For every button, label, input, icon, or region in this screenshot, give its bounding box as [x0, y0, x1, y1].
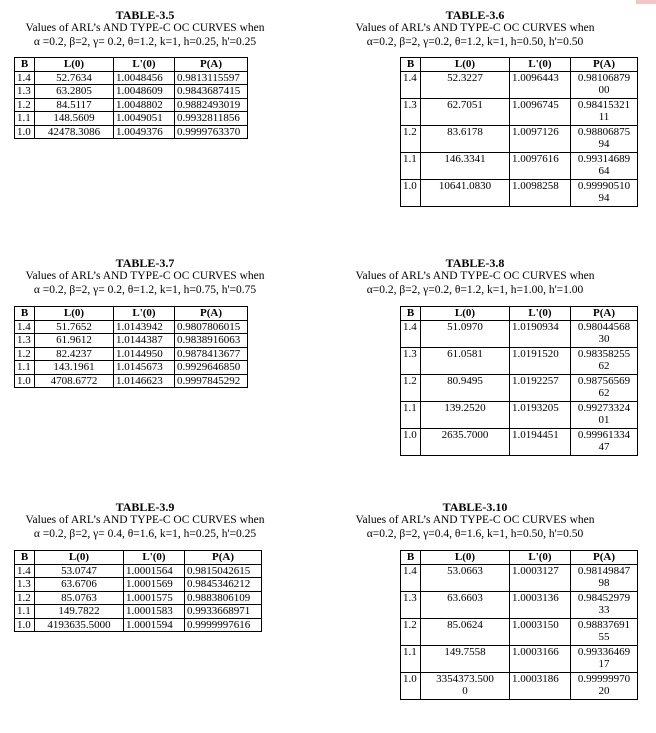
cell-l0: 63.2805	[35, 85, 114, 99]
table-header-row	[401, 551, 638, 565]
l0-line1: 63.6603	[447, 591, 483, 604]
pa-line1: 0.99314689	[577, 152, 631, 165]
table-row	[401, 347, 638, 374]
cell-b: 1.4	[15, 71, 35, 85]
cell-b: 1.0	[15, 125, 35, 139]
cell-lprime0: 1.0194451	[510, 428, 571, 455]
cell-l0	[421, 564, 510, 591]
table-row	[401, 320, 638, 347]
table-row	[15, 334, 248, 348]
col-header-lprime0: L'(0)	[124, 551, 185, 565]
col-header-b: B	[15, 307, 35, 321]
pa-line1: 0.98044568	[577, 320, 631, 333]
col-header-l0: L(0)	[35, 307, 114, 321]
col-header-b: B	[15, 551, 35, 565]
cell-b: 1.0	[15, 618, 35, 632]
cell-pa: 0.9933668971	[185, 605, 262, 619]
table-row	[401, 98, 638, 125]
cell-l0: 53.0747	[35, 564, 124, 578]
cell-b: 1.4	[15, 320, 35, 334]
cell-pa	[571, 179, 638, 206]
cell-pa	[571, 672, 638, 699]
cell-pa	[571, 125, 638, 152]
col-header-l0: L(0)	[35, 58, 114, 72]
pa-line2: 47	[598, 441, 610, 453]
cell-l0: 52.7634	[35, 71, 114, 85]
col-header-l0: L(0)	[421, 307, 510, 321]
table-row	[401, 591, 638, 618]
table-caption-line2: α =0.2, β=2, γ= 0.4, θ=1.6, k=1, h=0.25, h'=0.25	[33, 527, 257, 540]
table-header-row	[15, 307, 248, 321]
cell-lprime0: 1.0049051	[114, 112, 175, 126]
cell-pa: 0.9815042615	[185, 564, 262, 578]
table-row	[401, 564, 638, 591]
cell-l0: 4193635.5000	[35, 618, 124, 632]
cell-b: 1.2	[401, 618, 421, 645]
l0-line1: 53.0663	[447, 564, 483, 577]
cell-b: 1.0	[15, 374, 35, 388]
cell-l0: 83.6178	[421, 125, 510, 152]
cell-pa: 0.9997845292	[175, 374, 248, 388]
cell-l0: 143.1961	[35, 361, 114, 375]
cell-l0: 10641.0830	[421, 179, 510, 206]
cell-lprime0: 1.0191520	[510, 347, 571, 374]
cell-lprime0: 1.0145673	[114, 361, 175, 375]
table-caption-line2: α =0.2, β=2, γ= 0.2, θ=1.2, k=1, h=0.75, h'=0.75	[33, 283, 257, 296]
col-header-pa: P(A)	[571, 58, 638, 72]
cell-lprime0: 1.0003127	[510, 564, 571, 591]
table-title: TABLE-3.8	[445, 256, 505, 270]
cell-b: 1.1	[15, 361, 35, 375]
table-row	[15, 591, 262, 605]
cell-b: 1.4	[401, 71, 421, 98]
table-title: TABLE-3.6	[445, 8, 505, 22]
cell-l0: 42478.3086	[35, 125, 114, 139]
cell-l0: 84.5117	[35, 98, 114, 112]
table-row	[15, 564, 262, 578]
table-caption-line1: Values of ARL’s AND TYPE-C OC CURVES when	[25, 270, 265, 282]
cell-l0	[421, 645, 510, 672]
pa-line2: 94	[598, 138, 610, 150]
cell-lprime0: 1.0193205	[510, 401, 571, 428]
table-row	[15, 98, 248, 112]
cell-lprime0: 1.0001583	[124, 605, 185, 619]
col-header-lprime0: L'(0)	[114, 58, 175, 72]
col-header-b: B	[15, 58, 35, 72]
cell-b: 1.2	[15, 98, 35, 112]
cell-l0: 139.2520	[421, 401, 510, 428]
cell-pa	[571, 591, 638, 618]
table-row	[401, 152, 638, 179]
pa-line2: 62	[598, 360, 610, 372]
cell-pa: 0.9813115597	[175, 71, 248, 85]
table-3-6-caption	[340, 8, 610, 49]
table-caption-line2: α=0.2, β=2, γ=0.2, θ=1.2, k=1, h=0.50, h'=0.50	[366, 35, 584, 48]
cell-lprime0: 1.0001575	[124, 591, 185, 605]
cell-pa: 0.9999997616	[185, 618, 262, 632]
table-title: TABLE-3.5	[115, 8, 175, 22]
pa-line2: 64	[598, 165, 610, 177]
cell-pa: 0.9929646850	[175, 361, 248, 375]
table-title: TABLE-3.7	[115, 256, 175, 270]
cell-pa: 0.9999763370	[175, 125, 248, 139]
pa-line1: 0.99961334	[577, 428, 631, 441]
cell-lprime0: 1.0146623	[114, 374, 175, 388]
cell-b: 1.2	[401, 374, 421, 401]
table-row	[15, 605, 262, 619]
cell-l0: 51.7652	[35, 320, 114, 334]
l0-line1: 3354373.500	[436, 672, 494, 685]
cell-b: 1.4	[401, 320, 421, 347]
cell-l0	[421, 672, 510, 699]
cell-l0	[421, 618, 510, 645]
table-3-8	[400, 306, 638, 456]
cell-l0: 61.0581	[421, 347, 510, 374]
cell-pa: 0.9932811856	[175, 112, 248, 126]
pa-line2: 11	[598, 111, 610, 123]
cell-b: 1.3	[15, 85, 35, 99]
table-row	[401, 71, 638, 98]
cell-lprime0: 1.0143942	[114, 320, 175, 334]
table-row	[15, 71, 248, 85]
pa-line2: 20	[598, 685, 610, 697]
table-caption-line2: α=0.2, β=2, γ=0.2, θ=1.2, k=1, h=1.00, h'=1.00	[366, 283, 584, 296]
table-3-10-caption	[340, 500, 610, 541]
cell-lprime0: 1.0190934	[510, 320, 571, 347]
col-header-pa: P(A)	[571, 307, 638, 321]
cell-lprime0: 1.0001594	[124, 618, 185, 632]
col-header-b: B	[401, 551, 421, 565]
cell-l0: 82.4237	[35, 347, 114, 361]
cell-b: 1.1	[401, 152, 421, 179]
table-caption-line1: Values of ARL’s AND TYPE-C OC CURVES when	[355, 22, 595, 34]
col-header-pa: P(A)	[175, 307, 248, 321]
pa-line2: 55	[598, 631, 610, 643]
table-row	[401, 179, 638, 206]
cell-l0: 52.3227	[421, 71, 510, 98]
col-header-pa: P(A)	[185, 551, 262, 565]
cell-pa: 0.9807806015	[175, 320, 248, 334]
table-3-6	[400, 57, 638, 207]
table-3-7-caption	[10, 256, 280, 297]
pa-line1: 0.99990510	[577, 179, 631, 192]
pa-line1: 0.99273324	[577, 401, 631, 414]
table-row	[401, 401, 638, 428]
cell-pa: 0.9882493019	[175, 98, 248, 112]
cell-pa	[571, 71, 638, 98]
cell-lprime0: 1.0097126	[510, 125, 571, 152]
cell-b: 1.3	[401, 98, 421, 125]
table-row	[401, 428, 638, 455]
table-row	[401, 374, 638, 401]
table-header-row	[401, 307, 638, 321]
table-title: TABLE-3.10	[442, 500, 508, 514]
table-row	[15, 85, 248, 99]
cell-lprime0: 1.0048802	[114, 98, 175, 112]
cell-b: 1.3	[15, 334, 35, 348]
cell-b: 1.2	[401, 125, 421, 152]
l0-line1: 149.7558	[444, 645, 486, 658]
cell-pa	[571, 564, 638, 591]
cell-lprime0: 1.0001569	[124, 578, 185, 592]
cell-pa	[571, 152, 638, 179]
table-row	[15, 112, 248, 126]
table-caption-line1: Values of ARL’s AND TYPE-C OC CURVES when	[355, 514, 595, 526]
col-header-b: B	[401, 58, 421, 72]
table-row	[401, 672, 638, 699]
pa-line1: 0.99999970	[577, 672, 631, 685]
pa-line1: 0.98806875	[577, 125, 631, 138]
col-header-l0: L(0)	[421, 551, 510, 565]
cell-b: 1.4	[15, 564, 35, 578]
cell-pa: 0.9845346212	[185, 578, 262, 592]
cell-l0	[421, 591, 510, 618]
pa-line1: 0.98106879	[577, 71, 631, 84]
table-3-10	[400, 550, 638, 700]
cell-b: 1.3	[401, 591, 421, 618]
pa-line1: 0.98837691	[577, 618, 631, 631]
cell-b: 1.0	[401, 428, 421, 455]
pa-line2: 30	[598, 333, 610, 345]
cell-b: 1.3	[401, 347, 421, 374]
pa-line1: 0.98756569	[577, 374, 631, 387]
cell-pa: 0.9843687415	[175, 85, 248, 99]
red-edge-mark	[636, 0, 656, 4]
cell-lprime0: 1.0096443	[510, 71, 571, 98]
table-row	[15, 578, 262, 592]
pa-line1: 0.98358255	[577, 347, 631, 360]
cell-l0: 51.0970	[421, 320, 510, 347]
table-row	[15, 347, 248, 361]
pa-line2: 98	[598, 577, 610, 589]
cell-lprime0: 1.0048456	[114, 71, 175, 85]
cell-b: 1.0	[401, 672, 421, 699]
col-header-l0: L(0)	[421, 58, 510, 72]
cell-b: 1.0	[401, 179, 421, 206]
table-row	[401, 618, 638, 645]
cell-b: 1.3	[15, 578, 35, 592]
table-row	[15, 320, 248, 334]
cell-pa	[571, 320, 638, 347]
cell-b: 1.1	[401, 645, 421, 672]
l0-line1: 85.0624	[447, 618, 483, 631]
cell-l0: 2635.7000	[421, 428, 510, 455]
table-title: TABLE-3.9	[115, 500, 175, 514]
cell-lprime0: 1.0144387	[114, 334, 175, 348]
cell-lprime0: 1.0192257	[510, 374, 571, 401]
col-header-b: B	[401, 307, 421, 321]
cell-l0: 62.7051	[421, 98, 510, 125]
col-header-l0: L(0)	[35, 551, 124, 565]
pa-line1: 0.98149847	[577, 564, 631, 577]
table-caption-line2: α=0.2, β=2, γ=0.4, θ=1.6, k=1, h=0.50, h'=0.50	[366, 527, 584, 540]
col-header-lprime0: L'(0)	[510, 551, 571, 565]
table-row	[401, 645, 638, 672]
cell-l0: 4708.6772	[35, 374, 114, 388]
cell-lprime0: 1.0049376	[114, 125, 175, 139]
pa-line1: 0.99336469	[577, 645, 631, 658]
table-row	[15, 361, 248, 375]
table-3-5-caption	[10, 8, 280, 49]
table-row	[15, 618, 262, 632]
cell-pa	[571, 347, 638, 374]
cell-b: 1.1	[401, 401, 421, 428]
cell-lprime0: 1.0048609	[114, 85, 175, 99]
cell-l0: 85.0763	[35, 591, 124, 605]
table-3-9	[14, 550, 262, 632]
col-header-pa: P(A)	[571, 551, 638, 565]
table-row	[15, 374, 248, 388]
table-3-8-caption	[340, 256, 610, 297]
l0-line2: 0	[462, 685, 468, 697]
cell-pa	[571, 428, 638, 455]
cell-b: 1.1	[15, 112, 35, 126]
pa-line2: 33	[598, 604, 610, 616]
cell-l0: 80.9495	[421, 374, 510, 401]
cell-pa: 0.9878413677	[175, 347, 248, 361]
pa-line1: 0.98452979	[577, 591, 631, 604]
col-header-lprime0: L'(0)	[510, 58, 571, 72]
cell-lprime0: 1.0003150	[510, 618, 571, 645]
cell-lprime0: 1.0003166	[510, 645, 571, 672]
cell-pa	[571, 618, 638, 645]
cell-l0: 148.5609	[35, 112, 114, 126]
pa-line2: 62	[598, 387, 610, 399]
table-caption-line1: Values of ARL’s AND TYPE-C OC CURVES when	[25, 22, 265, 34]
cell-lprime0: 1.0097616	[510, 152, 571, 179]
cell-pa: 0.9883806109	[185, 591, 262, 605]
cell-b: 1.4	[401, 564, 421, 591]
table-row	[15, 125, 248, 139]
table-header-row	[401, 58, 638, 72]
cell-pa	[571, 374, 638, 401]
pa-line2: 01	[598, 414, 610, 426]
table-3-5	[14, 57, 248, 139]
cell-pa: 0.9838916063	[175, 334, 248, 348]
table-header-row	[15, 58, 248, 72]
pa-line2: 17	[598, 658, 610, 670]
table-3-9-caption	[10, 500, 280, 541]
cell-l0: 61.9612	[35, 334, 114, 348]
cell-b: 1.1	[15, 605, 35, 619]
cell-lprime0: 1.0096745	[510, 98, 571, 125]
cell-lprime0: 1.0003186	[510, 672, 571, 699]
table-3-7	[14, 306, 248, 388]
col-header-lprime0: L'(0)	[114, 307, 175, 321]
table-header-row	[15, 551, 262, 565]
cell-pa	[571, 645, 638, 672]
table-caption-line1: Values of ARL’s AND TYPE-C OC CURVES when	[25, 514, 265, 526]
pa-line2: 00	[598, 84, 610, 96]
cell-lprime0: 1.0098258	[510, 179, 571, 206]
pa-line1: 0.98415321	[577, 98, 631, 111]
col-header-lprime0: L'(0)	[510, 307, 571, 321]
table-caption-line1: Values of ARL’s AND TYPE-C OC CURVES when	[355, 270, 595, 282]
cell-pa	[571, 401, 638, 428]
cell-lprime0: 1.0001564	[124, 564, 185, 578]
cell-b: 1.2	[15, 347, 35, 361]
cell-b: 1.2	[15, 591, 35, 605]
cell-lprime0: 1.0144950	[114, 347, 175, 361]
cell-lprime0: 1.0003136	[510, 591, 571, 618]
cell-l0: 149.7822	[35, 605, 124, 619]
pa-line2: 94	[598, 192, 610, 204]
cell-l0: 63.6706	[35, 578, 124, 592]
table-row	[401, 125, 638, 152]
table-caption-line2: α =0.2, β=2, γ= 0.2, θ=1.2, k=1, h=0.25, h'=0.25	[33, 35, 257, 48]
col-header-pa: P(A)	[175, 58, 248, 72]
cell-l0: 146.3341	[421, 152, 510, 179]
cell-pa	[571, 98, 638, 125]
